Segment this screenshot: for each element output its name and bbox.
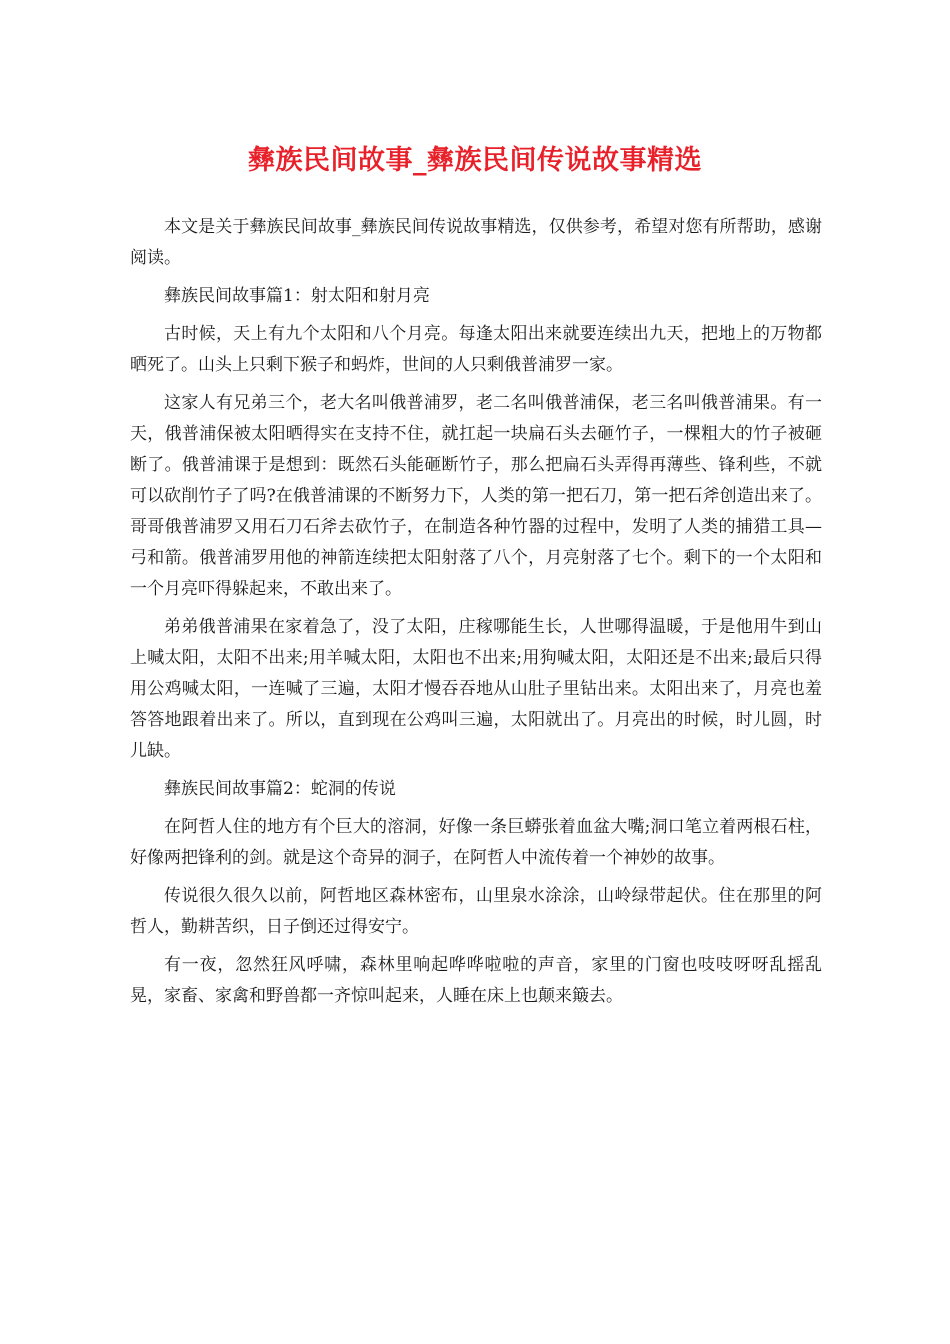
section-heading-1: 彝族民间故事篇1：射太阳和射月亮 [164,286,430,306]
story-paragraph: 古时候，天上有九个太阳和八个月亮。每逢太阳出来就要连续出九天，把地上的万物都晒死了。山头上只剩下猴子和蚂炸，世间的人只剩俄普浦罗一家。 [130,324,822,375]
story-paragraph: 有一夜，忽然狂风呼啸，森林里响起哗哗啦啦的声音，家里的门窗也吱吱呀呀乱摇乱晃，家畜、家禽和野兽都一齐惊叫起来，人睡在床上也颠来簸去。 [130,955,822,1006]
story-paragraph: 这家人有兄弟三个，老大名叫俄普浦罗，老二名叫俄普浦保，老三名叫俄普浦果。有一天，俄普浦保被太阳晒得实在支持不住，就扛起一块扁石头去砸竹子，一棵粗大的竹子被砸断了。俄普浦课于是想到：既然石头能砸断竹子，那么把扁石头弄得再薄些、锋利些，不就可以砍削竹子了吗?在俄普浦课的不断努力下，人类的第一把石刀，第一把石斧创造出来了。哥哥俄普浦罗又用石刀石斧去砍竹子，在制造各种竹器的过程中，发明了人类的捕猎工具—弓和箭。俄普浦罗用他的神箭连续把太阳射落了八个，月亮射落了七个。剩下的一个太阳和一个月亮吓得躲起来，不敢出来了。 [130,393,822,599]
story-paragraph: 在阿哲人住的地方有个巨大的溶洞，好像一条巨蟒张着血盆大嘴;洞口笔立着两根石柱，好像两把锋利的剑。就是这个奇异的洞子，在阿哲人中流传着一个神妙的故事。 [130,817,822,868]
document-body [130,212,822,1019]
story-paragraph: 传说很久很久以前，阿哲地区森林密布，山里泉水涂涂，山岭绿带起伏。住在那里的阿哲人，勤耕苦织，日子倒还过得安宁。 [130,886,822,937]
document-title: 彝族民间故事_彝族民间传说故事精选 [248,145,702,176]
story-paragraph: 弟弟俄普浦果在家着急了，没了太阳，庄稼哪能生长，人世哪得温暖，于是他用牛到山上喊太阳，太阳不出来;用羊喊太阳，太阳也不出来;用狗喊太阳，太阳还是不出来;最后只得用公鸡喊太阳，一连喊了三遍，太阳才慢吞吞地从山肚子里钻出来。太阳出来了，月亮也羞答答地跟着出来了。所以，直到现在公鸡叫三遍，太阳就出了。月亮出的时候，时儿圆，时儿缺。 [130,617,822,761]
intro-paragraph: 本文是关于彝族民间故事_彝族民间传说故事精选，仅供参考，希望对您有所帮助，感谢阅读。 [130,217,822,268]
section-heading-2: 彝族民间故事篇2：蛇洞的传说 [164,779,396,799]
